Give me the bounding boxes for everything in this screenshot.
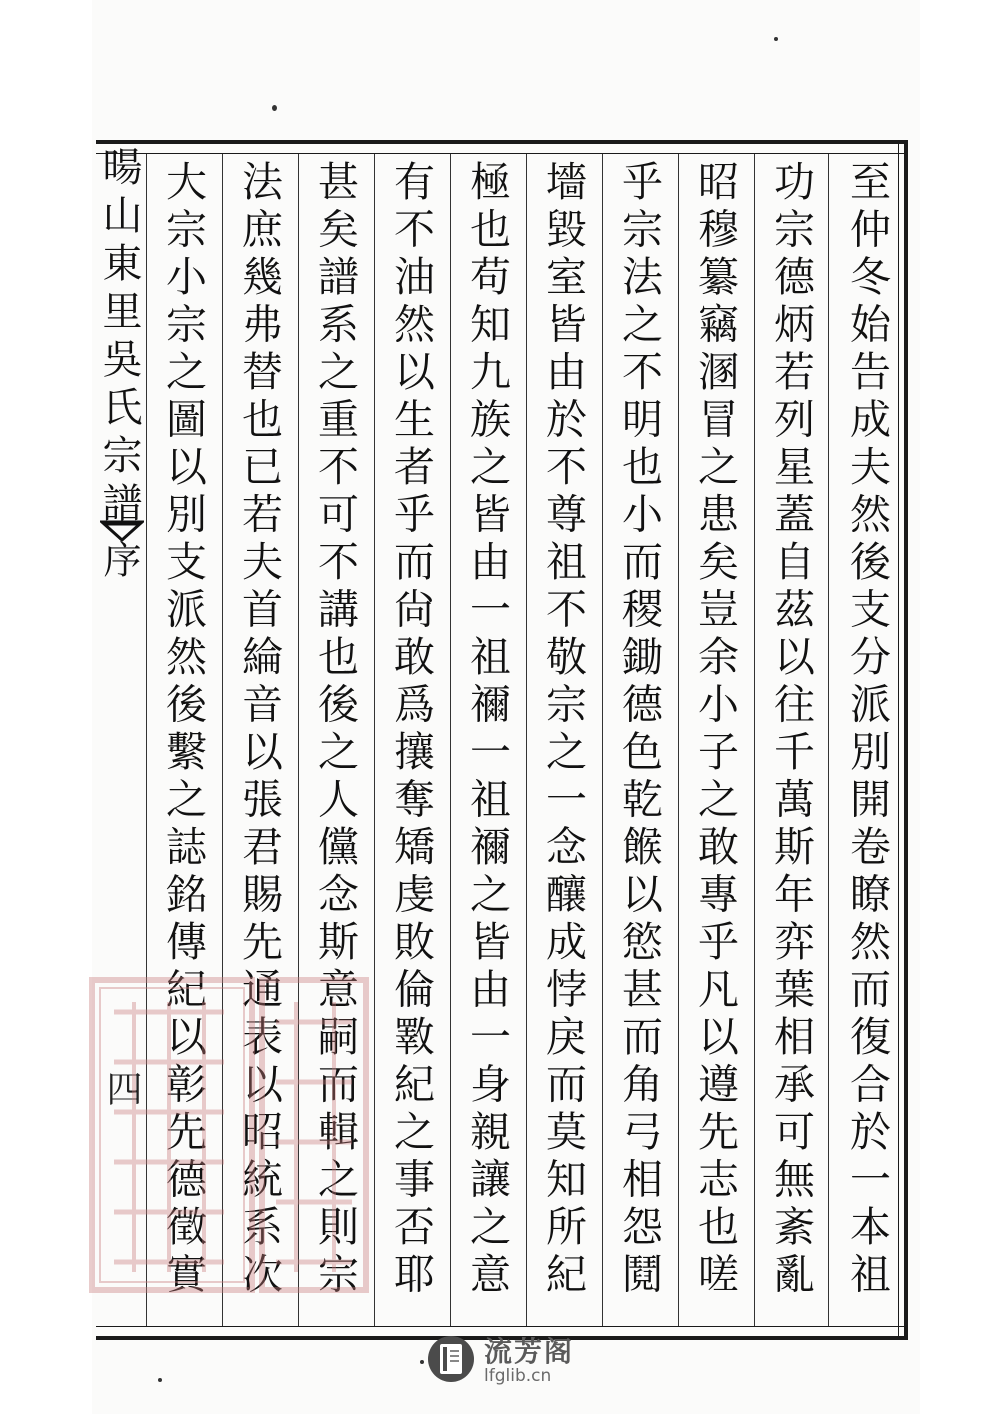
- text-column-7: 有不油然以生者乎而尙敢爲攘奪矯虔敗倫斁紀之事否耶: [387, 160, 435, 1300]
- column-rule: [602, 154, 603, 1326]
- column-rule: [450, 154, 451, 1326]
- text-column-5: 墻毀室皆由於不尊祖不敬宗之一念釀成悖戾而莫知所紀: [539, 160, 587, 1300]
- column-rule: [678, 154, 679, 1326]
- watermark-url: lfglib.cn: [484, 1366, 552, 1386]
- fish-tail-mark-icon: [100, 520, 144, 542]
- frame-top-border: [96, 140, 908, 154]
- text-column-1: 至仲冬始告成夫然後支分派別開卷瞭然而復合於一本祖: [843, 160, 891, 1300]
- text-column-3: 昭穆纂竊溷冒之患矣豈余小子之敢專乎凡以遵先志也嗟: [691, 160, 739, 1300]
- text-column-9: 法庶幾弗替也已若夫首綸音以張君賜先通表以昭統系次: [235, 160, 283, 1300]
- column-rule: [754, 154, 755, 1326]
- ink-speck: [272, 105, 277, 111]
- text-column-4: 乎宗法之不明也小而稷鋤德色乾餱以慾甚而角弓相怨鬩: [615, 160, 663, 1300]
- book-logo-icon: [426, 1334, 476, 1384]
- book-title-margin: 暘山東里吳氏宗譜: [96, 146, 142, 530]
- frame-right-border: [898, 140, 908, 1340]
- ink-speck: [420, 1360, 424, 1364]
- column-rule: [828, 154, 829, 1326]
- page-number-margin: 四: [101, 1070, 142, 1106]
- column-rule: [374, 154, 375, 1326]
- column-rule: [526, 154, 527, 1326]
- site-watermark: [426, 1328, 586, 1390]
- library-seal-stamp-icon: [84, 972, 374, 1302]
- text-column-10: 大宗小宗之圖以別支派然後繫之誌銘傳紀以彰先德徵實: [159, 160, 207, 1300]
- ink-speck: [158, 1378, 162, 1382]
- section-label-margin: 序: [97, 540, 141, 578]
- text-column-2: 功宗德炳若列星蓋自茲以往千萬斯年弈葉相承可無紊亂: [767, 160, 815, 1300]
- watermark-title: 流芳阁: [484, 1335, 575, 1368]
- text-column-8: 甚矣譜系之重不可不講也後之人儻念斯意嗣而輯之則宗: [311, 160, 359, 1300]
- text-column-6: 極也苟知九族之皆由一祖禰一祖禰之皆由一身親讓之意: [463, 160, 511, 1300]
- ink-speck: [774, 37, 778, 41]
